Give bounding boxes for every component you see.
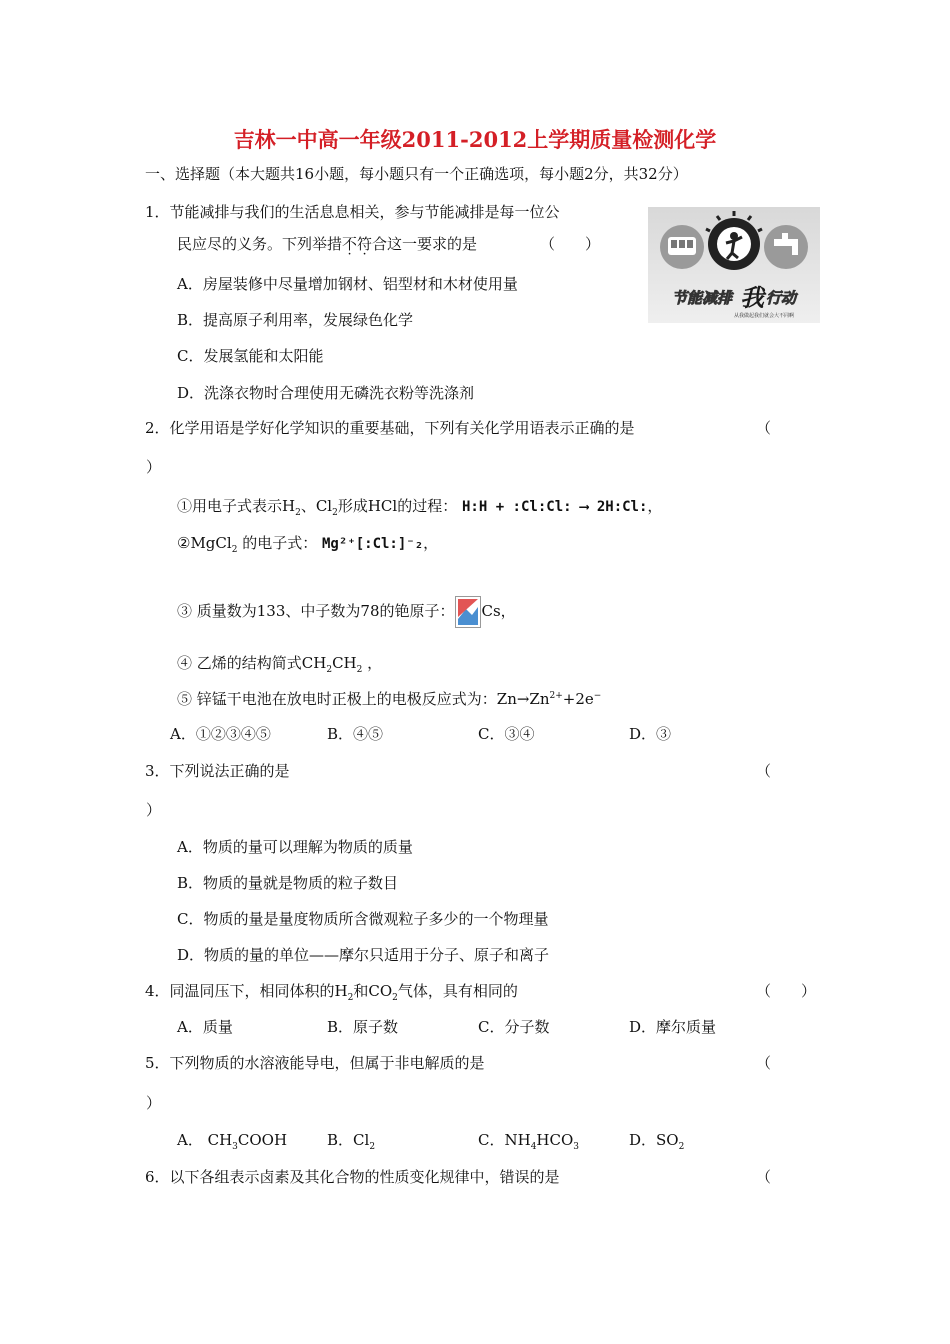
q6-stem: 6．以下各组表示卤素及其化合物的性质变化规律中，错误的是 xyxy=(145,1168,560,1186)
bus-icon xyxy=(660,225,704,269)
q2-item-5: ⑤ 锌锰干电池在放电时正极上的电极反应式为：$Zn\to Zn^{2+}+2e^-$ xyxy=(177,690,602,708)
q5-option-d: D．$SO_2$ xyxy=(629,1131,685,1152)
q2-option-d: D．③ xyxy=(629,725,672,743)
q4-option-d: D．摩尔质量 xyxy=(629,1018,717,1036)
q5-option-a: A． $CH_3COOH$ xyxy=(177,1131,288,1152)
q2-item-1: ①用电子式表示$H_2$、$Cl_2$形成HCl的过程： H:H + :Cl:Cl: ⟶ 2H:Cl:， xyxy=(177,497,663,518)
q2-option-b: B．④⑤ xyxy=(327,725,384,743)
q4-stem: 4．同温同压下，相同体积的$H_2$和$CO_2$气体，具有相同的 xyxy=(145,982,518,1003)
q1-option-b: B．提高原子利用率，发展绿色化学 xyxy=(177,311,414,329)
q5-paren-close: ） xyxy=(146,1094,162,1112)
q3-option-d: D．物质的量的单位——摩尔只适用于分子、原子和离子 xyxy=(177,946,550,964)
q2-stem: 2．化学用语是学好化学知识的重要基础，下列有关化学用语表示正确的是 xyxy=(145,419,635,437)
q4-answer-paren: （ ） xyxy=(756,982,817,1000)
q3-stem: 3．下列说法正确的是 xyxy=(145,762,290,780)
q2-item-2: ②MgCl$_2$ 的电子式： Mg²⁺[:Cl:]⁻₂， xyxy=(177,534,439,555)
svg-text:从我做起我们就会大不同啊: 从我做起我们就会大不同啊 xyxy=(734,313,795,319)
q4-option-a: A．质量 xyxy=(177,1018,233,1036)
section-heading: 一、选择题（本大题共16小题，每小题只有一个正确选项，每小题2分，共32分） xyxy=(145,165,688,183)
q6-paren-open: （ xyxy=(756,1168,772,1186)
q5-option-c: C．$NH_4HCO_3$ xyxy=(478,1131,580,1152)
q3-paren-open: （ xyxy=(756,762,772,780)
q5-option-b: B．$Cl_2$ xyxy=(327,1131,376,1152)
hcl-formation-electron-formula: H:H + :Cl:Cl: ⟶ 2H:Cl: xyxy=(461,499,648,515)
q1-emphasis-char-1: 不 xyxy=(342,235,358,253)
q1-stem-line2: 民应尽的义务。下列举措不符合这一要求的是 xyxy=(177,235,478,253)
q1-option-a: A．房屋装修中尽量增加钢材、铝型材和木材使用量 xyxy=(177,275,518,293)
q1-stem-line1: 1．节能减排与我们的生活息息相关，参与节能减排是每一位公 xyxy=(145,203,560,221)
q2-option-c: C．③④ xyxy=(478,725,535,743)
broken-image-icon xyxy=(455,596,481,628)
q3-option-b: B．物质的量就是物质的粒子数目 xyxy=(177,874,399,892)
page-title: 吉林一中高一年级2011-2012上学期质量检测化学 xyxy=(233,127,717,152)
q1-option-c: C．发展氢能和太阳能 xyxy=(177,347,324,365)
energy-saving-illustration xyxy=(648,207,820,323)
svg-text:节能减排: 节能减排 xyxy=(672,289,733,307)
q2-item-4: ④ 乙烯的结构简式$CH_2CH_2$ ， xyxy=(177,654,383,675)
energy-saving-poster xyxy=(648,207,820,323)
q3-paren-close: ） xyxy=(146,801,162,819)
q2-paren-open: （ xyxy=(756,419,772,437)
q3-option-a: A．物质的量可以理解为物质的质量 xyxy=(177,838,413,856)
q5-paren-open: （ xyxy=(756,1054,772,1072)
mgcl2-electron-formula: Mg²⁺[:Cl:]⁻₂ xyxy=(322,536,424,552)
q1-answer-paren: （ ） xyxy=(540,235,601,253)
q1-option-d: D．洗涤衣物时合理使用无磷洗衣粉等洗涤剂 xyxy=(177,384,475,402)
water-tap-icon xyxy=(764,225,808,269)
q5-stem: 5．下列物质的水溶液能导电，但属于非电解质的是 xyxy=(145,1054,485,1072)
svg-text:我: 我 xyxy=(740,284,764,312)
q1-emphasis-char-2: 符 xyxy=(357,235,373,253)
q4-option-b: B．原子数 xyxy=(327,1018,399,1036)
q2-paren-close: ） xyxy=(146,458,162,476)
q4-option-c: C．分子数 xyxy=(478,1018,550,1036)
q3-option-c: C．物质的量是量度物质所含微观粒子多少的一个物理量 xyxy=(177,910,549,928)
q2-option-a: A．①②③④⑤ xyxy=(170,725,271,743)
q2-item-3: ③ 质量数为133、中子数为78的铯原子： Cs， xyxy=(177,596,516,628)
svg-text:行动: 行动 xyxy=(766,289,797,307)
